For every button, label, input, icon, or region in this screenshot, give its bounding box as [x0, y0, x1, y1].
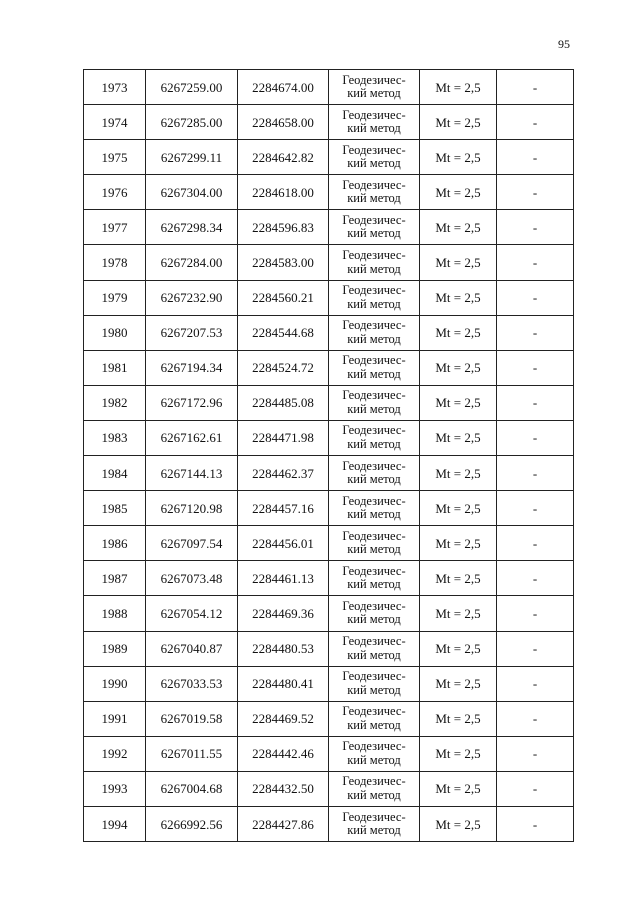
method-line-1: Геодезичес- — [342, 388, 406, 403]
method-line-1: Геодезичес- — [342, 318, 406, 333]
x-coordinate-cell: 6267259.00 — [146, 70, 238, 105]
note-cell: - — [497, 806, 574, 841]
y-coordinate-cell: 2284461.13 — [238, 561, 329, 596]
y-coordinate-cell: 2284524.72 — [238, 350, 329, 385]
method-line-1: Геодезичес- — [342, 423, 406, 438]
point-number-cell: 1984 — [84, 456, 146, 491]
table-row — [84, 596, 574, 631]
method-line-2: кий метод — [347, 542, 401, 557]
point-number-cell: 1973 — [84, 70, 146, 105]
table-row — [84, 140, 574, 175]
note-cell: - — [497, 210, 574, 245]
accuracy-cell: Mt = 2,5 — [420, 806, 497, 841]
x-coordinate-cell: 6267033.53 — [146, 666, 238, 701]
table-row — [84, 315, 574, 350]
method-cell — [329, 140, 420, 175]
coordinates-table-body — [84, 70, 574, 842]
table-row — [84, 70, 574, 105]
y-coordinate-cell: 2284432.50 — [238, 771, 329, 806]
accuracy-cell: Mt = 2,5 — [420, 70, 497, 105]
table-row — [84, 105, 574, 140]
method-cell — [329, 666, 420, 701]
x-coordinate-cell: 6267284.00 — [146, 245, 238, 280]
y-coordinate-cell: 2284596.83 — [238, 210, 329, 245]
method-line-1: Геодезичес- — [342, 353, 406, 368]
method-line-1: Геодезичес- — [342, 739, 406, 754]
point-number-cell: 1983 — [84, 420, 146, 455]
method-line-1: Геодезичес- — [342, 669, 406, 684]
y-coordinate-cell: 2284658.00 — [238, 105, 329, 140]
method-line-2: кий метод — [347, 752, 401, 767]
method-line-1: Геодезичес- — [342, 774, 406, 789]
accuracy-cell: Mt = 2,5 — [420, 420, 497, 455]
point-number-cell: 1989 — [84, 631, 146, 666]
note-cell: - — [497, 175, 574, 210]
y-coordinate-cell: 2284469.36 — [238, 596, 329, 631]
note-cell: - — [497, 140, 574, 175]
method-cell — [329, 771, 420, 806]
method-line-1: Геодезичес- — [342, 563, 406, 578]
x-coordinate-cell: 6267304.00 — [146, 175, 238, 210]
x-coordinate-cell: 6267144.13 — [146, 456, 238, 491]
note-cell: - — [497, 561, 574, 596]
method-line-2: кий метод — [347, 577, 401, 592]
method-cell — [329, 526, 420, 561]
point-number-cell: 1988 — [84, 596, 146, 631]
x-coordinate-cell: 6267073.48 — [146, 561, 238, 596]
method-cell — [329, 561, 420, 596]
method-line-2: кий метод — [347, 507, 401, 522]
table-row — [84, 280, 574, 315]
point-number-cell: 1974 — [84, 105, 146, 140]
table-row — [84, 456, 574, 491]
page-number: 95 — [558, 37, 570, 51]
table-row — [84, 491, 574, 526]
accuracy-cell: Mt = 2,5 — [420, 491, 497, 526]
method-line-2: кий метод — [347, 261, 401, 276]
method-line-2: кий метод — [347, 436, 401, 451]
method-line-1: Геодезичес- — [342, 107, 406, 122]
note-cell: - — [497, 105, 574, 140]
y-coordinate-cell: 2284442.46 — [238, 736, 329, 771]
point-number-cell: 1979 — [84, 280, 146, 315]
y-coordinate-cell: 2284427.86 — [238, 806, 329, 841]
note-cell: - — [497, 526, 574, 561]
x-coordinate-cell: 6266992.56 — [146, 806, 238, 841]
point-number-cell: 1976 — [84, 175, 146, 210]
table-row — [84, 736, 574, 771]
accuracy-cell: Mt = 2,5 — [420, 140, 497, 175]
x-coordinate-cell: 6267298.34 — [146, 210, 238, 245]
method-line-1: Геодезичес- — [342, 283, 406, 298]
method-cell — [329, 350, 420, 385]
x-coordinate-cell: 6267120.98 — [146, 491, 238, 526]
y-coordinate-cell: 2284485.08 — [238, 385, 329, 420]
x-coordinate-cell: 6267194.34 — [146, 350, 238, 385]
point-number-cell: 1981 — [84, 350, 146, 385]
x-coordinate-cell: 6267172.96 — [146, 385, 238, 420]
x-coordinate-cell: 6267004.68 — [146, 771, 238, 806]
y-coordinate-cell: 2284544.68 — [238, 315, 329, 350]
method-line-2: кий метод — [347, 823, 401, 838]
method-line-2: кий метод — [347, 612, 401, 627]
table-row — [84, 210, 574, 245]
accuracy-cell: Mt = 2,5 — [420, 666, 497, 701]
method-line-1: Геодезичес- — [342, 493, 406, 508]
accuracy-cell: Mt = 2,5 — [420, 105, 497, 140]
table-row — [84, 701, 574, 736]
y-coordinate-cell: 2284457.16 — [238, 491, 329, 526]
method-cell — [329, 105, 420, 140]
x-coordinate-cell: 6267162.61 — [146, 420, 238, 455]
table-row — [84, 175, 574, 210]
accuracy-cell: Mt = 2,5 — [420, 456, 497, 491]
y-coordinate-cell: 2284480.53 — [238, 631, 329, 666]
y-coordinate-cell: 2284674.00 — [238, 70, 329, 105]
x-coordinate-cell: 6267232.90 — [146, 280, 238, 315]
method-cell — [329, 701, 420, 736]
x-coordinate-cell: 6267299.11 — [146, 140, 238, 175]
table-row — [84, 666, 574, 701]
method-line-1: Геодезичес- — [342, 177, 406, 192]
table-row — [84, 385, 574, 420]
accuracy-cell: Mt = 2,5 — [420, 350, 497, 385]
point-number-cell: 1992 — [84, 736, 146, 771]
method-cell — [329, 70, 420, 105]
method-cell — [329, 280, 420, 315]
point-number-cell: 1980 — [84, 315, 146, 350]
y-coordinate-cell: 2284456.01 — [238, 526, 329, 561]
point-number-cell: 1993 — [84, 771, 146, 806]
y-coordinate-cell: 2284618.00 — [238, 175, 329, 210]
method-line-2: кий метод — [347, 366, 401, 381]
note-cell: - — [497, 315, 574, 350]
point-number-cell: 1991 — [84, 701, 146, 736]
method-line-1: Геодезичес- — [342, 598, 406, 613]
note-cell: - — [497, 736, 574, 771]
table-row — [84, 245, 574, 280]
method-cell — [329, 631, 420, 666]
x-coordinate-cell: 6267019.58 — [146, 701, 238, 736]
method-cell — [329, 385, 420, 420]
accuracy-cell: Mt = 2,5 — [420, 245, 497, 280]
method-cell — [329, 491, 420, 526]
method-cell — [329, 736, 420, 771]
method-line-1: Геодезичес- — [342, 634, 406, 649]
y-coordinate-cell: 2284462.37 — [238, 456, 329, 491]
method-cell — [329, 175, 420, 210]
method-line-1: Геодезичес- — [342, 72, 406, 87]
accuracy-cell: Mt = 2,5 — [420, 736, 497, 771]
point-number-cell: 1987 — [84, 561, 146, 596]
method-line-2: кий метод — [347, 401, 401, 416]
note-cell: - — [497, 771, 574, 806]
method-line-2: кий метод — [347, 296, 401, 311]
x-coordinate-cell: 6267097.54 — [146, 526, 238, 561]
method-line-1: Геодезичес- — [342, 142, 406, 157]
accuracy-cell: Mt = 2,5 — [420, 526, 497, 561]
accuracy-cell: Mt = 2,5 — [420, 771, 497, 806]
point-number-cell: 1986 — [84, 526, 146, 561]
method-cell — [329, 210, 420, 245]
x-coordinate-cell: 6267054.12 — [146, 596, 238, 631]
method-line-1: Геодезичес- — [342, 809, 406, 824]
accuracy-cell: Mt = 2,5 — [420, 701, 497, 736]
method-line-2: кий метод — [347, 682, 401, 697]
y-coordinate-cell: 2284560.21 — [238, 280, 329, 315]
coordinates-table — [83, 69, 574, 842]
method-line-1: Геодезичес- — [342, 212, 406, 227]
note-cell: - — [497, 666, 574, 701]
table-row — [84, 806, 574, 841]
accuracy-cell: Mt = 2,5 — [420, 385, 497, 420]
method-line-2: кий метод — [347, 472, 401, 487]
note-cell: - — [497, 420, 574, 455]
table-row — [84, 526, 574, 561]
x-coordinate-cell: 6267040.87 — [146, 631, 238, 666]
method-line-2: кий метод — [347, 226, 401, 241]
point-number-cell: 1982 — [84, 385, 146, 420]
method-line-2: кий метод — [347, 86, 401, 101]
table-row — [84, 631, 574, 666]
note-cell: - — [497, 350, 574, 385]
method-cell — [329, 315, 420, 350]
y-coordinate-cell: 2284642.82 — [238, 140, 329, 175]
point-number-cell: 1977 — [84, 210, 146, 245]
point-number-cell: 1985 — [84, 491, 146, 526]
table-row — [84, 771, 574, 806]
table-row — [84, 561, 574, 596]
method-line-1: Геодезичес- — [342, 248, 406, 263]
note-cell: - — [497, 245, 574, 280]
note-cell: - — [497, 491, 574, 526]
note-cell: - — [497, 385, 574, 420]
y-coordinate-cell: 2284583.00 — [238, 245, 329, 280]
point-number-cell: 1978 — [84, 245, 146, 280]
point-number-cell: 1975 — [84, 140, 146, 175]
table-row — [84, 350, 574, 385]
method-line-1: Геодезичес- — [342, 528, 406, 543]
method-line-2: кий метод — [347, 331, 401, 346]
accuracy-cell: Mt = 2,5 — [420, 175, 497, 210]
method-line-2: кий метод — [347, 787, 401, 802]
y-coordinate-cell: 2284480.41 — [238, 666, 329, 701]
accuracy-cell: Mt = 2,5 — [420, 280, 497, 315]
table-row — [84, 420, 574, 455]
method-line-2: кий метод — [347, 121, 401, 136]
accuracy-cell: Mt = 2,5 — [420, 631, 497, 666]
x-coordinate-cell: 6267011.55 — [146, 736, 238, 771]
accuracy-cell: Mt = 2,5 — [420, 561, 497, 596]
note-cell: - — [497, 631, 574, 666]
y-coordinate-cell: 2284469.52 — [238, 701, 329, 736]
method-line-1: Геодезичес- — [342, 704, 406, 719]
method-line-2: кий метод — [347, 647, 401, 662]
y-coordinate-cell: 2284471.98 — [238, 420, 329, 455]
method-line-2: кий метод — [347, 717, 401, 732]
note-cell: - — [497, 701, 574, 736]
accuracy-cell: Mt = 2,5 — [420, 315, 497, 350]
point-number-cell: 1990 — [84, 666, 146, 701]
note-cell: - — [497, 456, 574, 491]
note-cell: - — [497, 280, 574, 315]
note-cell: - — [497, 70, 574, 105]
accuracy-cell: Mt = 2,5 — [420, 210, 497, 245]
point-number-cell: 1994 — [84, 806, 146, 841]
method-cell — [329, 806, 420, 841]
note-cell: - — [497, 596, 574, 631]
x-coordinate-cell: 6267285.00 — [146, 105, 238, 140]
method-line-2: кий метод — [347, 156, 401, 171]
method-line-2: кий метод — [347, 191, 401, 206]
accuracy-cell: Mt = 2,5 — [420, 596, 497, 631]
x-coordinate-cell: 6267207.53 — [146, 315, 238, 350]
method-cell — [329, 456, 420, 491]
method-line-1: Геодезичес- — [342, 458, 406, 473]
method-cell — [329, 420, 420, 455]
method-cell — [329, 245, 420, 280]
method-cell — [329, 596, 420, 631]
